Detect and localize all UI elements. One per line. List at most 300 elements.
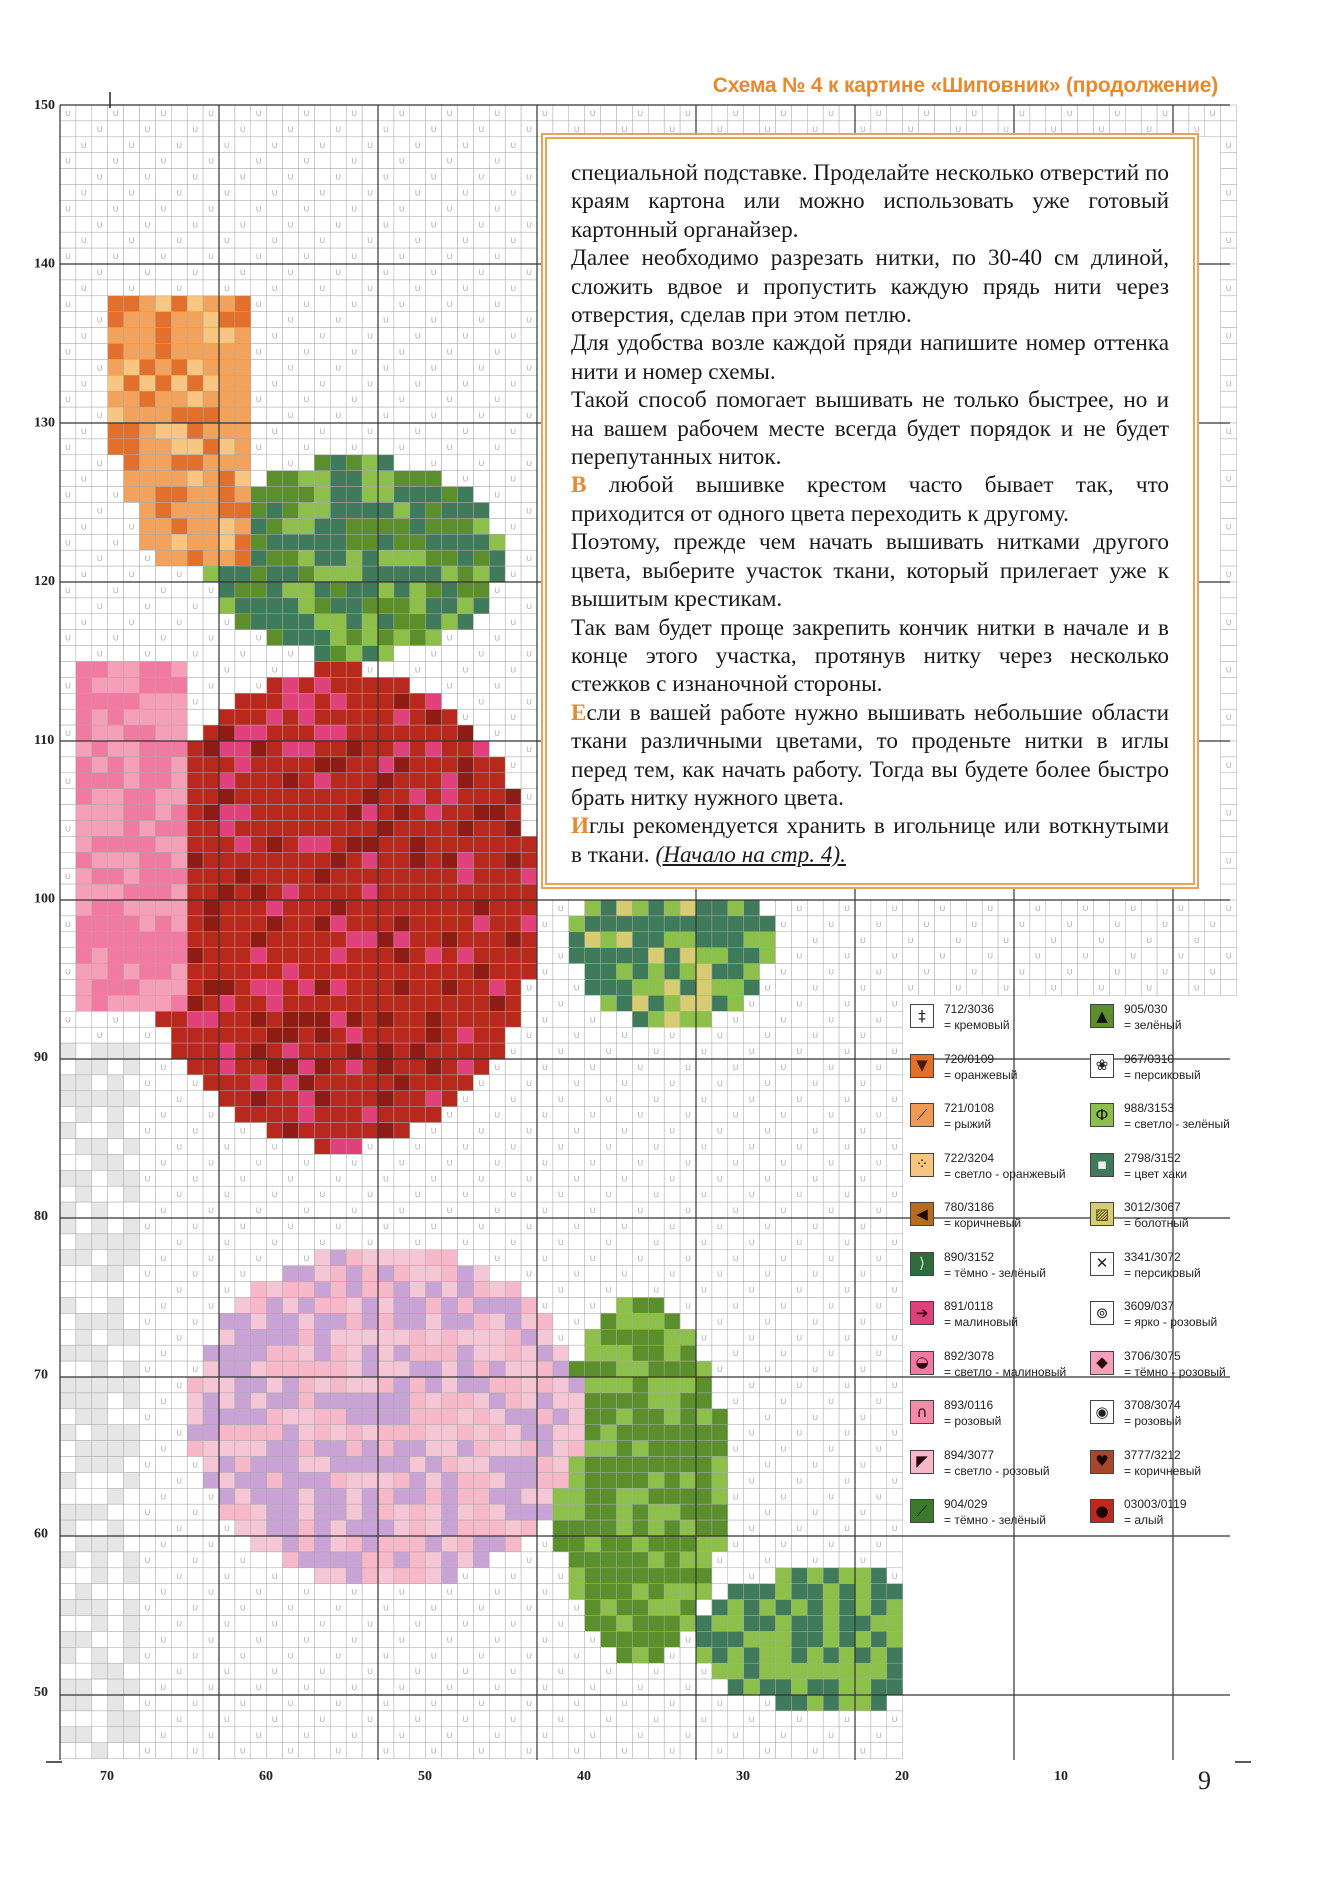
stitch-cell [283, 503, 299, 519]
stitch-cell [124, 1409, 140, 1425]
stitch-cell [776, 1616, 792, 1632]
stitch-cell [458, 741, 474, 757]
stitch-cell [283, 1520, 299, 1536]
stitch-cell [410, 868, 426, 884]
stitch-cell [171, 375, 187, 391]
stitch-cell [426, 932, 442, 948]
stitch-cell [299, 948, 315, 964]
stitch-cell [299, 1234, 315, 1250]
stitch-cell [124, 1361, 140, 1377]
stitch-cell [203, 1568, 219, 1584]
stitch-cell [314, 153, 330, 169]
stitch-cell [410, 1250, 426, 1266]
stitch-cell [155, 296, 171, 312]
stitch-cell [283, 1266, 299, 1282]
stitch-cell [171, 487, 187, 503]
stitch-cell [791, 1536, 807, 1552]
stitch-symbol: ᑌ [669, 1269, 676, 1279]
stitch-cell [807, 1234, 823, 1250]
stitch-cell [839, 1154, 855, 1170]
stitch-cell [664, 1011, 680, 1027]
stitch-cell [76, 980, 92, 996]
stitch-cell [489, 1091, 505, 1107]
stitch-cell [585, 1218, 601, 1234]
stitch-cell [521, 566, 537, 582]
stitch-symbol: ᑌ [303, 1587, 310, 1597]
stitch-cell [378, 1329, 394, 1345]
stitch-cell [171, 248, 187, 264]
stitch-cell [219, 105, 235, 121]
stitch-symbol: ᑌ [65, 586, 71, 595]
stitch-symbol: ᑌ [542, 1158, 548, 1168]
stitch-cell [203, 725, 219, 741]
stitch-cell [569, 1011, 585, 1027]
stitch-symbol: ᑌ [923, 109, 930, 118]
stitch-cell [1125, 964, 1141, 980]
stitch-cell [299, 185, 315, 201]
stitch-cell [521, 1298, 537, 1314]
stitch-cell [776, 1313, 792, 1329]
stitch-cell [632, 948, 648, 964]
stitch-cell [314, 662, 330, 678]
stitch-cell [219, 646, 235, 662]
stitch-cell [1221, 868, 1237, 884]
stitch-cell [378, 1313, 394, 1329]
stitch-cell [330, 550, 346, 566]
stitch-cell [585, 1616, 601, 1632]
stitch-cell [553, 1472, 569, 1488]
stitch-cell [330, 534, 346, 550]
stitch-symbol: ᑌ [494, 1206, 501, 1216]
stitch-symbol: ᑌ [605, 1094, 612, 1104]
stitch-cell [521, 757, 537, 773]
stitch-cell [378, 1584, 394, 1600]
stitch-cell [823, 1377, 839, 1393]
stitch-cell [108, 1393, 124, 1409]
stitch-cell [744, 948, 760, 964]
stitch-cell [124, 1154, 140, 1170]
stitch-cell [521, 375, 537, 391]
stitch-cell [473, 1584, 489, 1600]
stitch-symbol: ᑌ [573, 124, 580, 134]
stitch-cell [92, 185, 108, 201]
stitch-cell [1078, 964, 1094, 980]
stitch-cell [696, 1584, 712, 1600]
stitch-cell [124, 836, 140, 852]
stitch-cell [680, 1329, 696, 1345]
stitch-cell [505, 852, 521, 868]
stitch-cell [696, 1441, 712, 1457]
stitch-cell [219, 471, 235, 487]
stitch-symbol: ᑌ [255, 442, 262, 452]
stitch-cell [283, 1011, 299, 1027]
stitch-symbol: ᑌ [557, 1285, 564, 1295]
stitch-symbol: ᑌ [1225, 617, 1232, 627]
stitch-cell [585, 1123, 601, 1139]
stitch-cell [76, 1377, 92, 1393]
stitch-cell [76, 900, 92, 916]
stitch-cell [426, 805, 442, 821]
stitch-cell [410, 916, 426, 932]
stitch-cell [187, 852, 203, 868]
stitch-cell [553, 1520, 569, 1536]
stitch-cell [235, 1584, 251, 1600]
stitch-symbol: ᑌ [860, 1508, 866, 1518]
stitch-cell [362, 1536, 378, 1552]
stitch-cell [108, 1520, 124, 1536]
stitch-cell [314, 757, 330, 773]
stitch-cell [680, 1170, 696, 1186]
stitch-symbol: ᑌ [144, 1412, 151, 1422]
stitch-cell [489, 1170, 505, 1186]
stitch-cell [505, 980, 521, 996]
stitch-cell [664, 1504, 680, 1520]
stitch-cell [171, 805, 187, 821]
stitch-cell [314, 1059, 330, 1075]
stitch-cell [76, 1027, 92, 1043]
stitch-cell [60, 1552, 76, 1568]
stitch-cell [314, 773, 330, 789]
stitch-cell [124, 534, 140, 550]
stitch-cell [632, 1186, 648, 1202]
stitch-cell [314, 359, 330, 375]
stitch-symbol: ᑌ [367, 140, 373, 150]
stitch-cell [632, 1139, 648, 1155]
stitch-symbol: ᑌ [239, 268, 246, 277]
stitch-cell [187, 137, 203, 153]
stitch-cell [521, 1568, 537, 1584]
stitch-cell [267, 1282, 283, 1298]
stitch-cell [203, 344, 219, 360]
stitch-symbol: ᑌ [112, 252, 119, 262]
stitch-cell [458, 900, 474, 916]
stitch-cell [458, 1027, 474, 1043]
stitch-cell [171, 1313, 187, 1329]
stitch-cell [760, 1425, 776, 1441]
stitch-cell [171, 1043, 187, 1059]
stitch-cell [903, 948, 919, 964]
stitch-cell [617, 1011, 633, 1027]
stitch-cell [505, 725, 521, 741]
stitch-cell [283, 677, 299, 693]
stitch-cell [187, 1568, 203, 1584]
stitch-cell [601, 1568, 617, 1584]
stitch-cell [458, 1266, 474, 1282]
stitch-cell [124, 359, 140, 375]
stitch-cell [362, 169, 378, 185]
stitch-cell [394, 1011, 410, 1027]
stitch-cell [378, 582, 394, 598]
stitch-cell [187, 1393, 203, 1409]
stitch-cell [569, 1361, 585, 1377]
stitch-cell [505, 1536, 521, 1552]
stitch-cell [664, 995, 680, 1011]
stitch-cell [92, 868, 108, 884]
stitch-cell [203, 1616, 219, 1632]
stitch-cell [760, 932, 776, 948]
stitch-cell [569, 1457, 585, 1473]
stitch-cell [887, 1250, 903, 1266]
stitch-cell [155, 471, 171, 487]
stitch-cell [60, 1154, 76, 1170]
stitch-symbol: ᑌ [828, 1349, 835, 1359]
stitch-cell [108, 884, 124, 900]
stitch-cell [346, 1234, 362, 1250]
stitch-symbol: ᑌ [828, 1301, 835, 1311]
stitch-cell [1141, 916, 1157, 932]
stitch-cell [458, 836, 474, 852]
stitch-cell [124, 868, 140, 884]
stitch-cell [442, 1234, 458, 1250]
stitch-cell [60, 1059, 76, 1075]
stitch-symbol: ᑌ [65, 395, 71, 405]
stitch-cell [235, 1043, 251, 1059]
stitch-cell [696, 1457, 712, 1473]
stitch-cell [1221, 693, 1237, 709]
stitch-cell [108, 232, 124, 248]
stitch-cell [458, 677, 474, 693]
stitch-cell [76, 1631, 92, 1647]
stitch-symbol: ᑌ [557, 1094, 564, 1104]
stitch-cell [299, 1552, 315, 1568]
stitch-cell [458, 296, 474, 312]
stitch-cell [601, 1329, 617, 1345]
stitch-cell [108, 964, 124, 980]
stitch-cell [680, 1313, 696, 1329]
stitch-cell [394, 1266, 410, 1282]
stitch-symbol: ᑌ [812, 983, 819, 993]
stitch-cell [330, 1011, 346, 1027]
stitch-cell [108, 1536, 124, 1552]
stitch-cell [330, 200, 346, 216]
stitch-cell [394, 1377, 410, 1393]
stitch-symbol: ᑌ [65, 967, 71, 977]
stitch-cell [314, 1011, 330, 1027]
stitch-cell [458, 948, 474, 964]
stitch-cell [330, 1345, 346, 1361]
stitch-cell [92, 1568, 108, 1584]
stitch-cell [442, 423, 458, 439]
stitch-cell [617, 1345, 633, 1361]
stitch-cell [378, 550, 394, 566]
stitch-cell [871, 121, 887, 137]
stitch-cell [187, 471, 203, 487]
stitch-cell [871, 948, 887, 964]
stitch-cell [521, 1488, 537, 1504]
stitch-cell [458, 1472, 474, 1488]
stitch-symbol: ᑌ [430, 1174, 437, 1184]
stitch-symbol: ᑌ [510, 1047, 517, 1057]
stitch-symbol: ᑌ [701, 1285, 707, 1295]
stitch-cell [442, 169, 458, 185]
stitch-cell [776, 948, 792, 964]
stitch-cell [314, 216, 330, 232]
stitch-symbol: ᑌ [1003, 983, 1009, 993]
stitch-cell [124, 1377, 140, 1393]
stitch-cell [283, 964, 299, 980]
stitch-cell [410, 1552, 426, 1568]
stitch-cell [219, 455, 235, 471]
stitch-cell [60, 709, 76, 725]
stitch-cell [235, 614, 251, 630]
stitch-cell [473, 1409, 489, 1425]
stitch-cell [171, 1011, 187, 1027]
stitch-cell [410, 1043, 426, 1059]
stitch-cell [473, 137, 489, 153]
stitch-symbol: ᑌ [780, 1492, 787, 1502]
stitch-symbol: ᑌ [430, 315, 437, 325]
stitch-cell [267, 487, 283, 503]
stitch-cell [346, 725, 362, 741]
stitch-cell [473, 1329, 489, 1345]
stitch-cell [219, 995, 235, 1011]
stitch-symbol: ᑌ [462, 236, 469, 246]
stitch-cell [394, 948, 410, 964]
stitch-cell [680, 1600, 696, 1616]
stitch-cell [283, 757, 299, 773]
stitch-symbol: ᑌ [828, 1110, 835, 1120]
stitch-cell [410, 1218, 426, 1234]
stitch-cell [632, 1425, 648, 1441]
stitch-cell [473, 1504, 489, 1520]
stitch-cell [283, 1186, 299, 1202]
stitch-cell [108, 280, 124, 296]
stitch-cell [680, 1345, 696, 1361]
stitch-cell [283, 328, 299, 344]
stitch-cell [171, 1250, 187, 1266]
stitch-cell [251, 1504, 267, 1520]
stitch-cell [124, 1234, 140, 1250]
stitch-cell [203, 391, 219, 407]
stitch-cell [410, 630, 426, 646]
stitch-cell [299, 216, 315, 232]
stitch-cell [235, 566, 251, 582]
stitch-cell [442, 646, 458, 662]
stitch-cell [1221, 407, 1237, 423]
stitch-symbol: ᑌ [1003, 124, 1009, 134]
stitch-cell [108, 1027, 124, 1043]
stitch-symbol: ᑌ [112, 490, 119, 500]
stitch-cell [76, 550, 92, 566]
stitch-cell [60, 884, 76, 900]
stitch-cell [410, 439, 426, 455]
stitch-cell [505, 1488, 521, 1504]
stitch-cell [728, 1361, 744, 1377]
stitch-cell [219, 1123, 235, 1139]
stitch-cell [442, 1266, 458, 1282]
stitch-cell [155, 1409, 171, 1425]
stitch-cell [426, 995, 442, 1011]
stitch-symbol: ᑌ [96, 506, 103, 516]
stitch-symbol: ᑌ [112, 633, 119, 643]
stitch-cell [1014, 900, 1030, 916]
stitch-cell [92, 1536, 108, 1552]
stitch-symbol: ᑌ [748, 999, 755, 1009]
stitch-cell [299, 1313, 315, 1329]
stitch-cell [473, 248, 489, 264]
stitch-cell [442, 884, 458, 900]
stitch-cell [458, 391, 474, 407]
stitch-symbol: ᑌ [144, 1603, 151, 1613]
stitch-cell [171, 1154, 187, 1170]
stitch-symbol: ᑌ [239, 1222, 246, 1231]
stitch-cell [569, 1377, 585, 1393]
stitch-symbol: ᑌ [860, 1460, 866, 1470]
stitch-cell [410, 153, 426, 169]
stitch-cell [458, 1123, 474, 1139]
stitch-cell [791, 121, 807, 137]
stitch-cell [442, 1218, 458, 1234]
stitch-cell [458, 1075, 474, 1091]
stitch-symbol: ᑌ [510, 379, 517, 389]
stitch-symbol: ᑌ [526, 506, 532, 516]
stitch-cell [680, 1488, 696, 1504]
stitch-cell [362, 852, 378, 868]
stitch-cell [187, 1345, 203, 1361]
stitch-symbol: ᑌ [224, 140, 230, 150]
stitch-cell [1221, 344, 1237, 360]
stitch-cell [92, 884, 108, 900]
stitch-cell [410, 1011, 426, 1027]
stitch-symbol: ᑌ [637, 109, 644, 118]
stitch-cell [378, 200, 394, 216]
stitch-cell [219, 1154, 235, 1170]
stitch-cell [426, 662, 442, 678]
stitch-symbol: ᑌ [621, 1222, 628, 1231]
stitch-cell [776, 121, 792, 137]
stitch-cell [473, 677, 489, 693]
stitch-cell [314, 1536, 330, 1552]
stitch-cell [203, 757, 219, 773]
stitch-cell [92, 932, 108, 948]
stitch-cell [473, 566, 489, 582]
stitch-cell [442, 1472, 458, 1488]
stitch-symbol: ᑌ [383, 268, 389, 277]
stitch-cell [171, 741, 187, 757]
stitch-symbol: ᑌ [383, 411, 389, 421]
stitch-cell [283, 1154, 299, 1170]
stitch-symbol: ᑌ [812, 124, 819, 134]
stitch-symbol: ᑌ [891, 1285, 898, 1295]
stitch-symbol: ᑌ [414, 188, 421, 198]
stitch-cell [1221, 534, 1237, 550]
stitch-cell [362, 550, 378, 566]
stitch-cell [521, 1011, 537, 1027]
stitch-cell [219, 1091, 235, 1107]
stitch-cell [330, 1504, 346, 1520]
stitch-cell [299, 1186, 315, 1202]
stitch-cell [267, 709, 283, 725]
stitch-symbol: ᑌ [271, 188, 278, 198]
stitch-cell [60, 423, 76, 439]
stitch-cell [887, 1457, 903, 1473]
stitch-cell [394, 1027, 410, 1043]
stitch-cell [601, 1520, 617, 1536]
stitch-cell [140, 1298, 156, 1314]
stitch-cell [140, 1329, 156, 1345]
stitch-cell [124, 312, 140, 328]
stitch-cell [537, 1472, 553, 1488]
stitch-cell [442, 582, 458, 598]
stitch-cell [871, 1282, 887, 1298]
stitch-cell [426, 677, 442, 693]
stitch-symbol: ᑌ [828, 1444, 835, 1454]
stitch-cell [807, 1107, 823, 1123]
stitch-cell [330, 423, 346, 439]
stitch-cell [346, 1441, 362, 1457]
stitch-cell [839, 1568, 855, 1584]
stitch-cell [362, 598, 378, 614]
